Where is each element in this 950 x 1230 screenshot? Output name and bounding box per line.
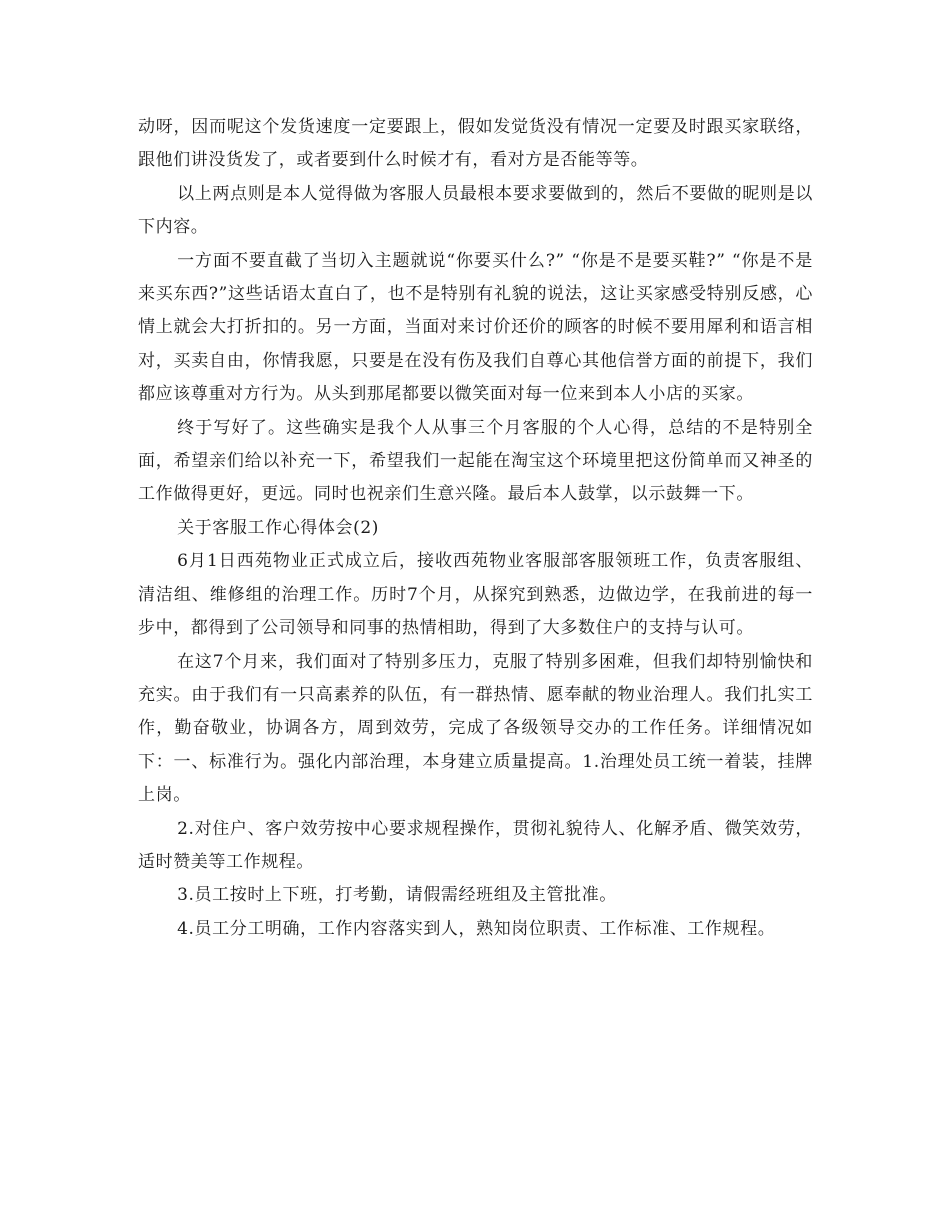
document-body: [138, 111, 813, 946]
list-item: 3.员工按时上下班，打考勤，请假需经班组及主管批准。: [177, 885, 617, 906]
list-item: 4.员工分工明确，工作内容落实到人，熟知岗位职责、工作标准、工作规程。: [177, 918, 776, 939]
paragraph: 在这7个月来，我们面对了特别多压力，克服了特别多困难，但我们却特别愉快和充实。由于我们有一只高素养的队伍，有一群热情、愿奉献的物业治理人。我们扎实工作，勤奋敬业，协调各方，周到效劳，完成了各级领导交办的工作任务。详细情况如下：一、标准行为。强化内部治理，本身建立质量提高。1.治理处员工统一着装，挂牌上岗。: [138, 651, 813, 806]
paragraph-continuation: 动呀，因而呢这个发货速度一定要跟上，假如发觉货没有情况一定要及时跟买家联络，跟他们讲没货发了，或者要到什么时候才有，看对方是否能等等。: [138, 117, 813, 171]
list-item: 2.对住户、客户效劳按中心要求规程操作，贯彻礼貌待人、化解矛盾、微笑效劳，适时赞美等工作规程。: [138, 818, 813, 872]
paragraph: 以上两点则是本人觉得做为客服人员最根本要求要做到的，然后不要做的昵则是以下内容。: [138, 183, 813, 238]
paragraph: 6月1日西苑物业正式成立后，接收西苑物业客服部客服领班工作，负责客服组、清洁组、维修组的治理工作。历时7个月，从探究到熟悉，边做边学，在我前进的每一步中，都得到了公司领导和同事的热情相助，得到了大多数住户的支持与认可。: [138, 551, 813, 639]
paragraph: 一方面不要直截了当切入主题就说“你要买什么?” “你是不是要买鞋?” “你是不是来买东西?”这些话语太直白了，也不是特别有礼貌的说法，这让买家感受特别反感，心情上就会大打折扣的。另一方面，当面对来讨价还价的顾客的时候不要用犀利和语言相对，买卖自由，你情我愿，只要是在没有伤及我们自尊心其他信誉方面的前提下，我们都应该尊重对方行为。从头到那尾都要以微笑面对每一位来到本人小店的买家。: [138, 250, 813, 405]
section-heading: 关于客服工作心得体会(2): [177, 517, 379, 538]
paragraph: 终于写好了。这些确实是我个人从事三个月客服的个人心得，总结的不是特别全面，希望亲们给以补充一下，希望我们一起能在淘宝这个环境里把这份简单而又神圣的工作做得更好，更远。同时也祝亲们生意兴隆。最后本人鼓掌，以示鼓舞一下。: [138, 417, 813, 505]
